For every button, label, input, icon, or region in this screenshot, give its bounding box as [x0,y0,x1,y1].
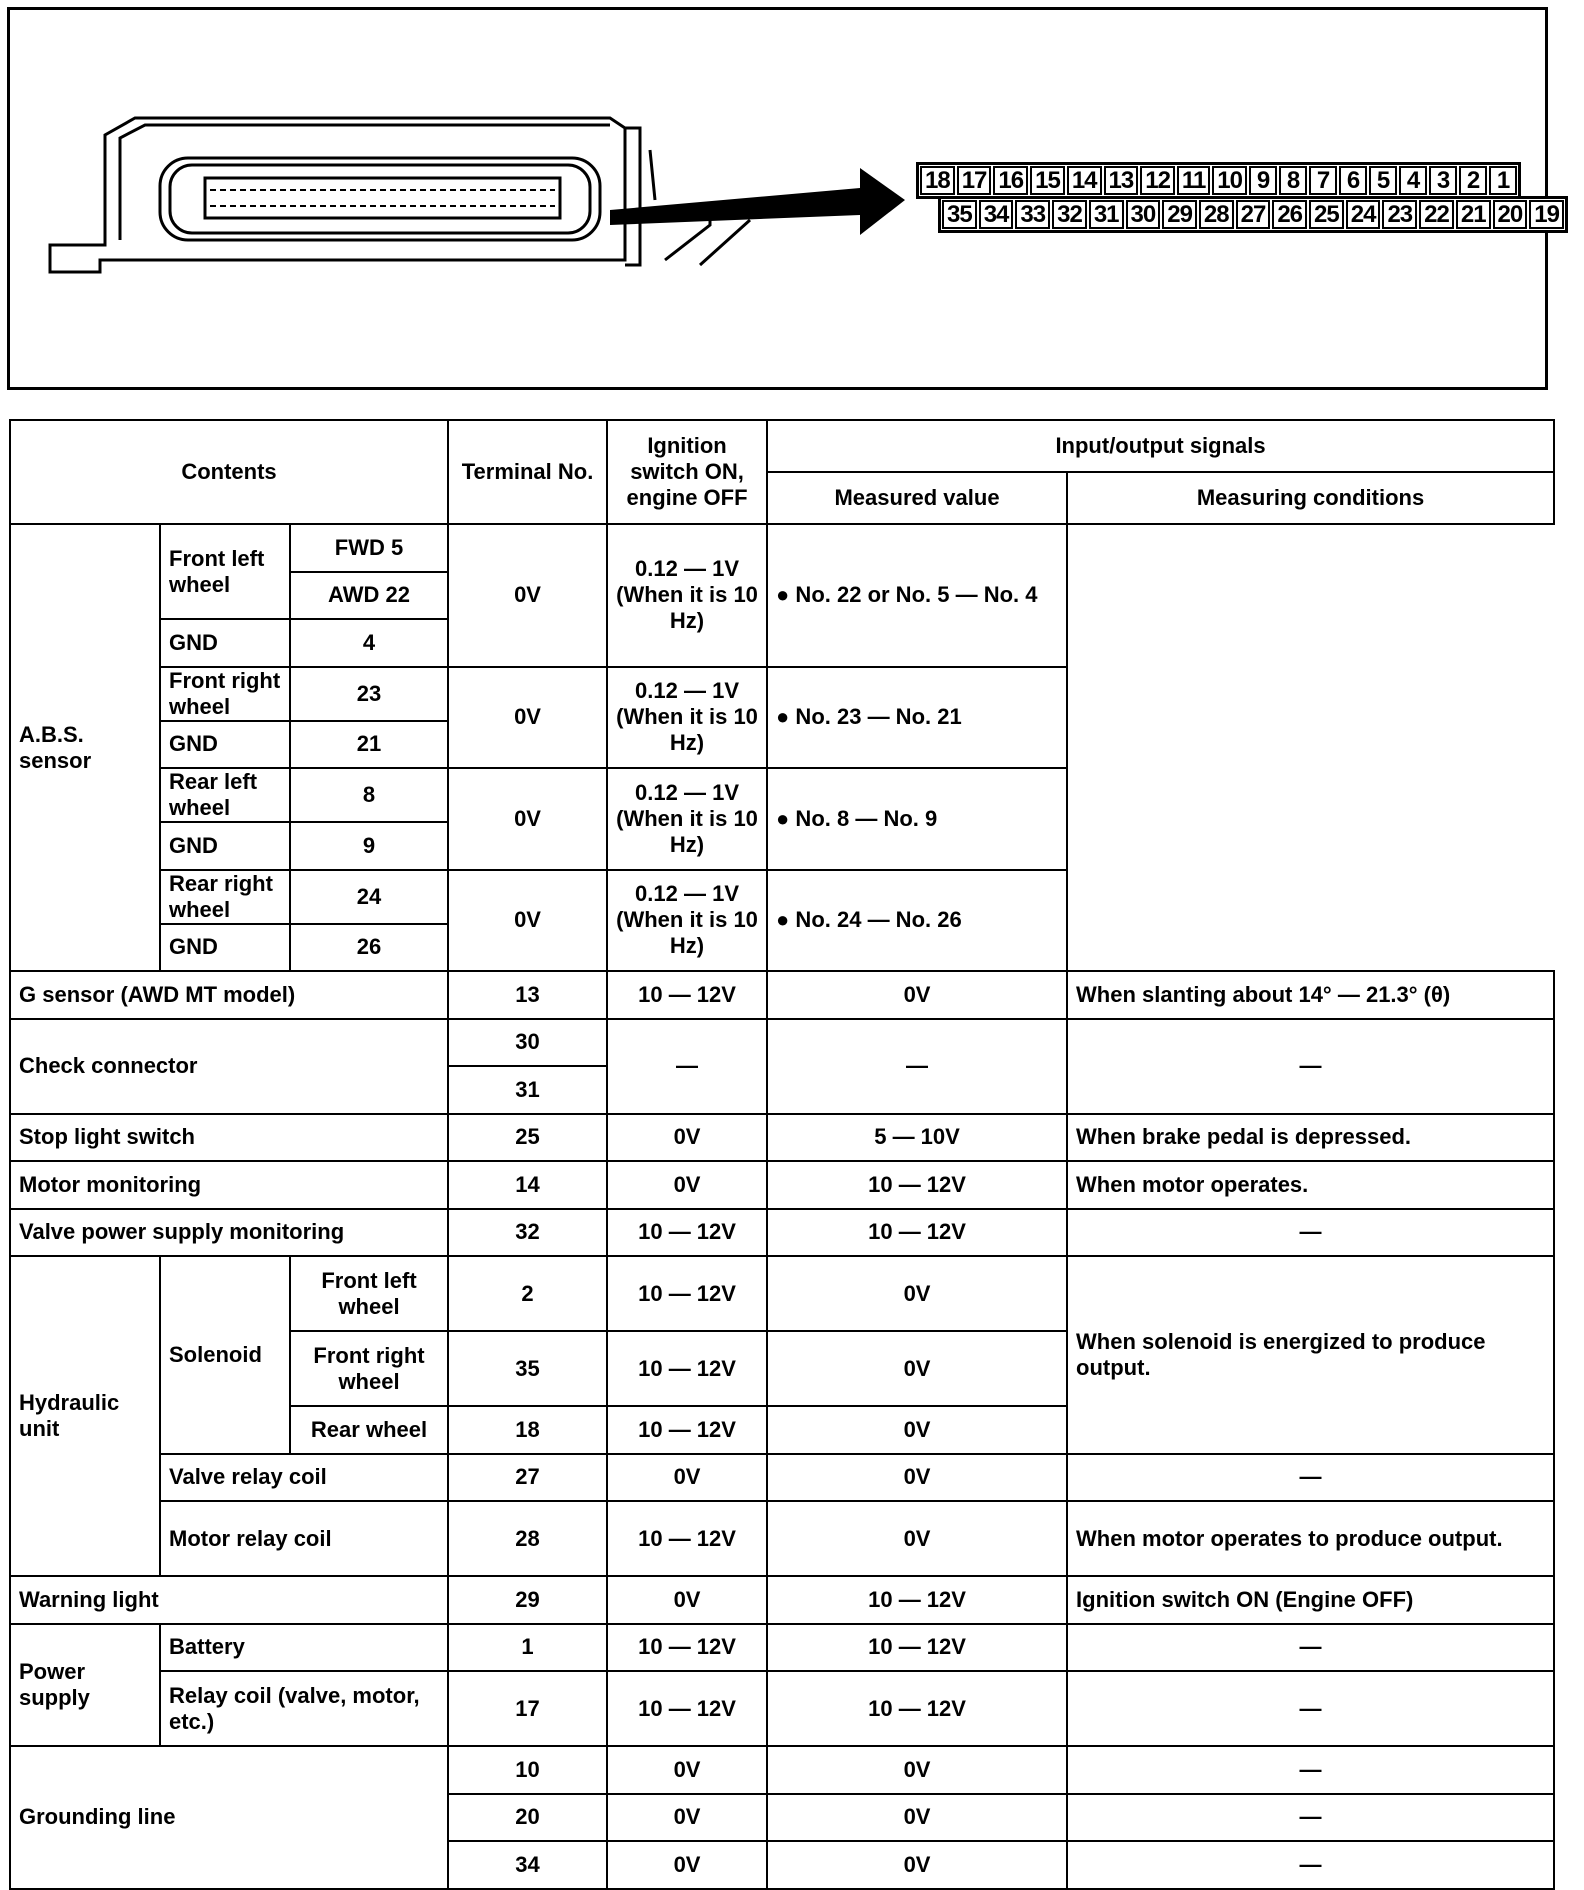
table-cell: 24 [290,870,448,924]
table-cell: 0V [607,1576,767,1624]
pin-row-top [916,162,1521,199]
table-cell: 0.12 — 1V (When it is 10 Hz) [607,768,767,870]
table-row [10,1624,1554,1672]
table-cell: 28 [448,1501,607,1576]
table-cell: Motor relay coil [160,1501,448,1576]
table-cell: — [1067,1671,1554,1746]
table-cell: 0V [607,1114,767,1162]
table-cell: 0V [767,1841,1067,1889]
table-row [10,1576,1554,1624]
table-row [10,1501,1554,1576]
table-cell: GND [160,619,290,667]
terminal-pin: 17 [957,166,992,195]
table-cell: 0V [448,870,607,972]
terminal-pin: 19 [1529,200,1564,229]
table-cell: 10 — 12V [607,1671,767,1746]
table-cell: 4 [290,619,448,667]
terminal-pin: 26 [1272,200,1307,229]
table-cell: Valve relay coil [160,1454,448,1502]
table-cell: 0V [607,1746,767,1794]
table-cell: Hydraulic unit [10,1256,160,1576]
table-cell: Rear wheel [290,1406,448,1454]
table-cell: 0V [607,1454,767,1502]
table-cell: 0V [448,524,607,667]
table-cell: ● No. 24 — No. 26 [767,870,1067,972]
terminal-pin: 8 [1279,166,1307,195]
table-cell: G sensor (AWD MT model) [10,971,448,1019]
header-terminal-no: Terminal No. [448,420,607,524]
header-ignition-on: Ignition switch ON, engine OFF [607,420,767,524]
terminal-pin: 24 [1346,200,1381,229]
table-row [10,870,1554,924]
header-measured-value: Measured value [767,472,1067,524]
table-cell: — [1067,1841,1554,1889]
table-cell: 10 — 12V [607,971,767,1019]
table-cell: — [607,1019,767,1114]
table-cell: 0.12 — 1V (When it is 10 Hz) [607,667,767,769]
table-cell: Motor monitoring [10,1161,448,1209]
table-cell: When motor operates to produce output. [1067,1501,1554,1576]
terminal-pin: 11 [1177,166,1210,195]
terminal-pin: 3 [1429,166,1457,195]
table-cell: 5 — 10V [767,1114,1067,1162]
terminal-pin: 13 [1104,166,1139,195]
terminal-pin: 25 [1309,200,1344,229]
header-contents: Contents [10,420,448,524]
terminal-pin: 1 [1489,166,1517,195]
table-cell: 0V [767,1794,1067,1842]
table-cell: 31 [448,1066,607,1114]
table-cell: 18 [448,1406,607,1454]
table-cell: 0V [767,1406,1067,1454]
table-cell: 0V [767,1256,1067,1331]
table-cell: Front left wheel [160,524,290,619]
terminal-pin: 7 [1309,166,1337,195]
terminal-pin: 16 [993,166,1028,195]
table-cell: 10 — 12V [607,1256,767,1331]
table-cell: — [1067,1794,1554,1842]
table-row [10,1209,1554,1257]
terminal-pin: 20 [1493,200,1528,229]
terminal-pin: 4 [1399,166,1427,195]
table-cell: 0V [448,768,607,870]
table-cell: 0V [607,1161,767,1209]
table-row [10,1746,1554,1794]
terminal-pin: 34 [979,200,1014,229]
table-body [10,524,1554,1889]
terminal-pin: 6 [1339,166,1367,195]
table-cell: GND [160,924,290,972]
table-cell: Rear right wheel [160,870,290,924]
table-cell: 0V [448,667,607,769]
table-cell: 0.12 — 1V (When it is 10 Hz) [607,870,767,972]
table-cell: 9 [290,822,448,870]
terminal-pin: 2 [1459,166,1487,195]
table-cell: 10 — 12V [607,1209,767,1257]
table-row [10,768,1554,822]
terminal-pin: 15 [1030,166,1065,195]
table-cell: — [1067,1624,1554,1672]
table-cell: 0V [607,1794,767,1842]
table-cell: Grounding line [10,1746,448,1889]
connector-diagram [7,7,1559,390]
table-cell: When motor operates. [1067,1161,1554,1209]
terminal-signal-table [9,419,1555,1890]
table-cell: 2 [448,1256,607,1331]
terminal-pin: 23 [1382,200,1417,229]
table-cell: 20 [448,1794,607,1842]
table-cell: A.B.S. sensor [10,524,160,971]
table-cell: 34 [448,1841,607,1889]
table-cell: 10 — 12V [767,1209,1067,1257]
table-cell: Power supply [10,1624,160,1747]
table-cell: ● No. 22 or No. 5 — No. 4 [767,524,1067,667]
terminal-pin: 30 [1126,200,1161,229]
table-cell: 29 [448,1576,607,1624]
table-cell: When solenoid is energized to produce output. [1067,1256,1554,1454]
table-row [10,1019,1554,1067]
table-cell: 13 [448,971,607,1019]
table-cell: 10 — 12V [607,1406,767,1454]
table-cell: FWD 5 [290,524,448,572]
table-cell: 10 [448,1746,607,1794]
table-cell: Battery [160,1624,448,1672]
table-cell: Warning light [10,1576,448,1624]
table-cell: When brake pedal is depressed. [1067,1114,1554,1162]
table-cell: 14 [448,1161,607,1209]
table-cell: 10 — 12V [767,1161,1067,1209]
table-row [10,971,1554,1019]
table-cell: 10 — 12V [607,1624,767,1672]
table-cell: Front right wheel [160,667,290,721]
header-io-signals: Input/output signals [767,420,1554,472]
table-cell: GND [160,822,290,870]
table-cell: 0.12 — 1V (When it is 10 Hz) [607,524,767,667]
table-cell: Check connector [10,1019,448,1114]
table-cell: — [1067,1019,1554,1114]
table-cell: Stop light switch [10,1114,448,1162]
terminal-pin: 31 [1089,200,1124,229]
table-cell: 26 [290,924,448,972]
terminal-pin: 35 [942,200,977,229]
table-cell: ● No. 8 — No. 9 [767,768,1067,870]
terminal-pin: 33 [1015,200,1050,229]
table-cell: 17 [448,1671,607,1746]
table-cell: 10 — 12V [607,1331,767,1406]
table-cell: Front right wheel [290,1331,448,1406]
table-cell: Ignition switch ON (Engine OFF) [1067,1576,1554,1624]
table-cell: — [1067,1746,1554,1794]
terminal-pin-layout [916,162,1568,233]
table-cell: 21 [290,721,448,769]
table-cell: 25 [448,1114,607,1162]
terminal-pin: 18 [920,166,955,195]
table-cell: Valve power supply monitoring [10,1209,448,1257]
terminal-pin: 5 [1369,166,1397,195]
table-cell: ● No. 23 — No. 21 [767,667,1067,769]
table-cell: GND [160,721,290,769]
table-cell: — [1067,1454,1554,1502]
table-cell: 0V [767,971,1067,1019]
table-cell: When slanting about 14° — 21.3° (θ) [1067,971,1554,1019]
table-row [10,524,1554,572]
table-cell: Front left wheel [290,1256,448,1331]
terminal-pin: 21 [1456,200,1491,229]
table-cell: 0V [767,1331,1067,1406]
terminal-pin: 9 [1249,166,1277,195]
terminal-pin: 29 [1162,200,1197,229]
table-row [10,1671,1554,1746]
table-row [10,667,1554,721]
terminal-pin: 32 [1052,200,1087,229]
table-cell: 10 — 12V [767,1671,1067,1746]
terminal-pin: 10 [1212,166,1247,195]
table-cell: 30 [448,1019,607,1067]
table-cell: — [1067,1209,1554,1257]
table-cell: 27 [448,1454,607,1502]
table-cell: 10 — 12V [767,1576,1067,1624]
table-cell: 0V [767,1454,1067,1502]
table-cell: 10 — 12V [767,1624,1067,1672]
table-cell: 8 [290,768,448,822]
table-row [10,1161,1554,1209]
header-measuring-conditions: Measuring conditions [1067,472,1554,524]
table-cell: 10 — 12V [607,1501,767,1576]
table-row [10,1114,1554,1162]
terminal-pin: 22 [1419,200,1454,229]
table-cell: 1 [448,1624,607,1672]
table-cell: AWD 22 [290,572,448,620]
table-cell: 32 [448,1209,607,1257]
terminal-pin: 27 [1236,200,1271,229]
terminal-pin: 14 [1067,166,1102,195]
table-cell: 0V [767,1501,1067,1576]
table-cell: 0V [767,1746,1067,1794]
table-row [10,1454,1554,1502]
table-cell: 0V [607,1841,767,1889]
table-cell: Relay coil (valve, motor, etc.) [160,1671,448,1746]
table-cell: 23 [290,667,448,721]
table-row [10,1256,1554,1331]
table-cell: — [767,1019,1067,1114]
pin-row-bottom [938,196,1568,233]
table-cell: 35 [448,1331,607,1406]
terminal-pin: 28 [1199,200,1234,229]
table-cell: Rear left wheel [160,768,290,822]
table-cell: Solenoid [160,1256,290,1454]
terminal-pin: 12 [1140,166,1175,195]
